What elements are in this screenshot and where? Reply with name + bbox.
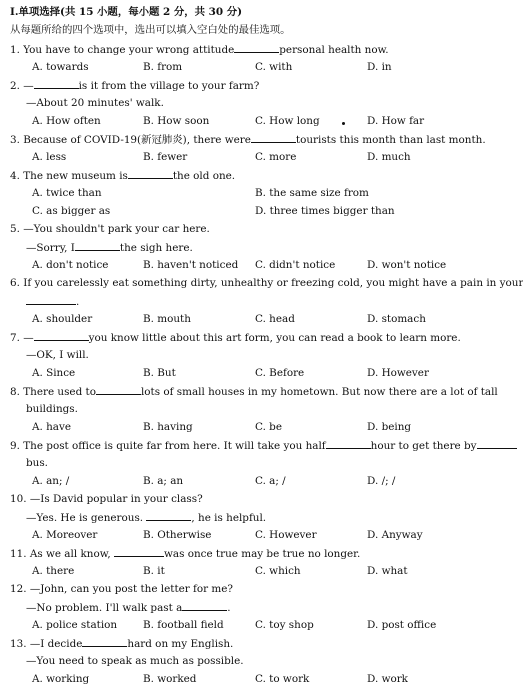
q6-option-b: B. mouth <box>143 313 191 325</box>
question-3-options <box>10 148 523 166</box>
section-title: Ⅰ.单项选择(共 15 小题，每小题 2 分，共 30 分) <box>10 6 243 18</box>
q11-option-b: B. it <box>143 565 165 577</box>
question-6-options <box>10 310 523 328</box>
q10-text-b: , he is helpful. <box>191 512 267 524</box>
q13-option-b: B. worked <box>143 673 197 685</box>
q2-option-b: B. How soon <box>143 115 210 127</box>
question-9-options <box>10 472 523 490</box>
question-12-answer <box>26 598 523 616</box>
question-13-stem <box>10 634 523 652</box>
q12-option-b: B. football field <box>143 619 224 631</box>
q13-text-a: 13. —I decide <box>10 638 83 650</box>
q8-option-c: C. be <box>255 421 282 433</box>
q1-option-b: B. from <box>143 61 183 73</box>
q2-option-d: D. How far <box>367 115 425 127</box>
q1-text-b: personal health now. <box>279 44 389 56</box>
q9-option-c: C. a; / <box>255 475 286 487</box>
q4-text-b: the old one. <box>172 170 236 182</box>
q5-option-a: A. don't notice <box>32 259 109 271</box>
question-8-continuation: buildings. <box>26 403 78 415</box>
q8-text-b: lots of small houses in my hometown. But now there are a lot of tall <box>140 386 498 398</box>
q7-option-d: D. However <box>367 367 429 379</box>
q9-blank-1 <box>326 436 371 449</box>
q11-text-b: was once true may be true no longer. <box>163 548 361 560</box>
q10-option-a: A. Moreover <box>32 529 98 541</box>
q11-option-a: A. there <box>32 565 75 577</box>
q5-text-b: the sigh here. <box>119 242 193 254</box>
q8-option-a: A. have <box>32 421 72 433</box>
q9-text-a: 9. The post office is quite far from here. It will take you half <box>10 440 326 452</box>
question-5-options <box>10 256 523 274</box>
question-9-stem <box>10 436 523 454</box>
q10-option-b: B. Otherwise <box>143 529 212 541</box>
question-12-options <box>10 616 523 634</box>
q7-blank <box>34 328 89 341</box>
question-8-stem <box>10 382 523 400</box>
question-2-options <box>10 112 523 130</box>
q4-option-d: D. three times bigger than <box>255 205 395 217</box>
q12-text-b: . <box>227 602 231 614</box>
q12-option-a: A. police station <box>32 619 118 631</box>
q2-option-a: A. How often <box>32 115 101 127</box>
q11-text-a: 11. As we all know, <box>10 548 111 560</box>
q11-option-d: D. what <box>367 565 408 577</box>
question-7-answer: —OK, I will. <box>26 349 89 361</box>
question-5-answer <box>26 238 523 256</box>
question-10-stem: 10. —Is David popular in your class? <box>10 493 203 505</box>
q13-option-d: D. work <box>367 673 408 685</box>
q4-option-c: C. as bigger as <box>32 205 111 217</box>
q1-option-c: C. with <box>255 61 293 73</box>
question-12-stem: 12. —John, can you post the letter for me? <box>10 583 233 595</box>
q1-option-d: D. in <box>367 61 392 73</box>
q9-blank-2 <box>477 436 517 449</box>
q12-option-c: C. toy shop <box>255 619 314 631</box>
q8-blank <box>96 382 141 395</box>
q6-option-c: C. head <box>255 313 295 325</box>
question-4-stem <box>10 166 523 184</box>
question-4-options-row1 <box>10 184 523 202</box>
question-10-answer <box>26 508 523 526</box>
q8-option-b: B. having <box>143 421 193 433</box>
q4-option-a: A. twice than <box>32 187 102 199</box>
q13-text-b: hard on my English. <box>127 638 234 650</box>
question-9-continuation: bus. <box>26 457 48 469</box>
q6-text-b: . <box>76 296 80 308</box>
q12-option-d: D. post office <box>367 619 437 631</box>
q8-option-d: D. being <box>367 421 412 433</box>
question-13-options <box>10 670 523 688</box>
q12-blank <box>182 598 227 611</box>
q2-text-a: 2. — <box>10 80 34 92</box>
q3-text-a: 3. Because of COVID-19(新冠肺炎), there were <box>10 134 251 146</box>
q2-blank <box>34 76 79 89</box>
question-11-options <box>10 562 523 580</box>
question-6-stem: 6. If you carelessly eat something dirty, unhealthy or freezing cold, you might have a pain in your <box>10 277 523 289</box>
question-3-stem <box>10 130 523 148</box>
q5-blank <box>75 238 120 251</box>
q10-option-c: C. However <box>255 529 317 541</box>
q3-option-c: C. more <box>255 151 297 163</box>
q3-option-a: A. less <box>32 151 67 163</box>
ink-dot <box>342 122 345 125</box>
q13-option-c: C. to work <box>255 673 310 685</box>
q1-blank <box>234 40 279 53</box>
q2-option-c: C. How long <box>255 115 320 127</box>
q11-blank <box>114 544 164 557</box>
q13-blank <box>82 634 127 647</box>
question-8-options <box>10 418 523 436</box>
question-11-stem <box>10 544 523 562</box>
q2-text-b: is it from the village to your farm? <box>78 80 260 92</box>
question-13-answer: —You need to speak as much as possible. <box>26 655 244 667</box>
question-4-options-row2 <box>10 202 523 220</box>
q9-option-a: A. an; / <box>32 475 70 487</box>
question-7-stem <box>10 328 523 346</box>
q5-option-d: D. won't notice <box>367 259 447 271</box>
q7-option-b: B. But <box>143 367 176 379</box>
q7-option-c: C. Before <box>255 367 305 379</box>
q8-text-a: 8. There used to <box>10 386 96 398</box>
question-6-continuation <box>26 292 523 310</box>
q4-blank <box>128 166 173 179</box>
q9-text-b: hour to get there by <box>370 440 477 452</box>
section-instruction: 从每题所给的四个选项中，选出可以填入空白处的最佳选项。 <box>10 24 291 36</box>
question-1-stem <box>10 40 523 58</box>
q4-text-a: 4. The new museum is <box>10 170 128 182</box>
question-5-stem: 5. —You shouldn't park your car here. <box>10 223 210 235</box>
question-2-answer: —About 20 minutes' walk. <box>26 97 164 109</box>
q1-option-a: A. towards <box>32 61 89 73</box>
q7-text-b: you know little about this art form, you can read a book to learn more. <box>88 332 461 344</box>
q4-option-b: B. the same size from <box>255 187 369 199</box>
q5-option-c: C. didn't notice <box>255 259 336 271</box>
q6-option-d: D. stomach <box>367 313 426 325</box>
q7-text-a: 7. — <box>10 332 34 344</box>
question-7-options <box>10 364 523 382</box>
q1-text-a: 1. You have to change your wrong attitude <box>10 44 235 56</box>
q9-option-b: B. a; an <box>143 475 184 487</box>
q13-option-a: A. working <box>32 673 90 685</box>
q10-blank <box>146 508 191 521</box>
q5-option-b: B. haven't noticed <box>143 259 239 271</box>
q3-option-b: B. fewer <box>143 151 188 163</box>
q11-option-c: C. which <box>255 565 301 577</box>
q3-text-b: tourists this month than last month. <box>295 134 486 146</box>
q3-option-d: D. much <box>367 151 411 163</box>
question-2-stem <box>10 76 523 94</box>
q5-text-a: —Sorry, I <box>26 242 75 254</box>
q12-text-a: —No problem. I'll walk past a <box>26 602 183 614</box>
question-10-options <box>10 526 523 544</box>
q9-option-d: D. /; / <box>367 475 396 487</box>
question-1-options <box>10 58 523 76</box>
q6-blank <box>26 292 76 305</box>
q10-text-a: —Yes. He is generous. <box>26 512 144 524</box>
q10-option-d: D. Anyway <box>367 529 423 541</box>
q3-blank <box>251 130 296 143</box>
q7-option-a: A. Since <box>32 367 76 379</box>
q6-option-a: A. shoulder <box>32 313 93 325</box>
